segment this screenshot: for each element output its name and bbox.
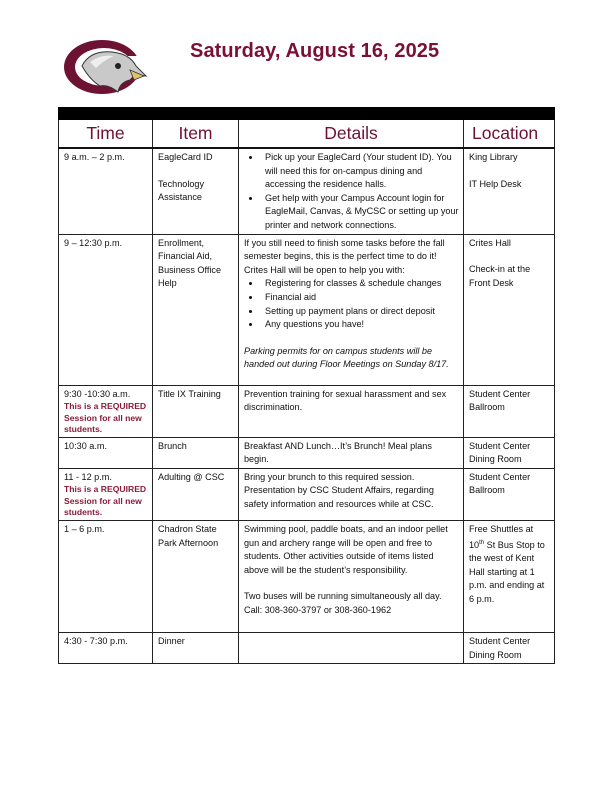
details-note: Two buses will be running simultaneously all day. Call: 308-360-3797 or 308-360-1962 [244, 591, 442, 615]
column-header-item: Item [153, 120, 239, 149]
time-cell: 4:30 - 7:30 p.m. [59, 632, 153, 663]
time-cell [59, 468, 153, 520]
details-cell [239, 520, 464, 632]
table-row [59, 520, 555, 632]
location-superscript: th [479, 539, 485, 546]
item-cell: Enrollment, Financial Aid, Business Office Help [153, 234, 239, 385]
table-row [59, 148, 555, 234]
location-cell: Student Center Dining Room [464, 632, 555, 663]
item-cell: Chadron State Park Afternoon [153, 520, 239, 632]
table-row [59, 437, 555, 468]
location-cell: Student Center Ballroom [464, 385, 555, 437]
column-header-details: Details [239, 120, 464, 149]
location-text: IT Help Desk [469, 178, 522, 189]
table-row [59, 385, 555, 437]
item-cell: Adulting @ CSC [153, 468, 239, 520]
details-bullet: • Get help with your Campus Account login for EagleMail, Canvas, & MyCSC or setting up your printer and network connections. [261, 192, 459, 233]
item-cell: Dinner [153, 632, 239, 663]
location-cell [464, 148, 555, 234]
location-cell: Student Center Ballroom [464, 468, 555, 520]
location-text: St Bus Stop to the west of Kent Hall starting at 1 p.m. and ending at 6 p.m. [469, 539, 545, 604]
table-row [59, 234, 555, 385]
item-text: EagleCard ID [158, 152, 213, 162]
time-cell: 9 – 12:30 p.m. [59, 234, 153, 385]
details-bullet: • Pick up your EagleCard (Your student ID). You will need this for on-campus dining and accessing the residence halls. [261, 151, 459, 192]
location-text: Free Shuttles at 10 [469, 523, 534, 550]
table-header-row [59, 120, 555, 149]
schedule-table [58, 107, 555, 664]
time-cell: 10:30 a.m. [59, 437, 153, 468]
details-cell: Prevention training for sexual harassment and sex discrimination. [239, 385, 464, 437]
details-cell [239, 632, 464, 663]
required-note: This is a REQUIRED Session for all new students. [64, 401, 147, 435]
item-cell: Brunch [153, 437, 239, 468]
table-row [59, 632, 555, 663]
location-cell [464, 234, 555, 385]
details-note: Parking permits for on campus students will be handed out during Floor Meetings on Sunday 8/17. [244, 345, 449, 370]
details-text: Swimming pool, paddle boats, and an indoor pellet gun and archery range will be open and free to students. Other activities outside of items listed above will be the student’s responsibility. [244, 523, 448, 575]
page-title: Saturday, August 16, 2025 [190, 40, 440, 62]
time-text: 11 - 12 p.m. [64, 471, 112, 482]
eagle-logo [60, 36, 148, 98]
time-text: 9:30 -10:30 a.m. [64, 388, 131, 399]
details-cell [239, 234, 464, 385]
location-cell [464, 520, 555, 632]
details-cell: Bring your brunch to this required session. Presentation by CSC Student Affairs, regarding safety information and resources while at CSC. [239, 468, 464, 520]
required-note: This is a REQUIRED Session for all new students. [64, 484, 147, 518]
time-cell: 1 – 6 p.m. [59, 520, 153, 632]
column-header-location: Location [464, 120, 555, 149]
item-cell [153, 148, 239, 234]
location-text: King Library [469, 152, 518, 162]
details-cell [239, 148, 464, 234]
details-bullet: • Setting up payment plans or direct deposit [261, 305, 459, 319]
details-bullet: • Financial aid [261, 291, 459, 305]
table-row [59, 468, 555, 520]
details-bullet: • Any questions you have! [261, 318, 459, 332]
time-cell: 9 a.m. – 2 p.m. [59, 148, 153, 234]
time-cell [59, 385, 153, 437]
location-text: Crites Hall [469, 237, 511, 248]
item-cell: Title IX Training [153, 385, 239, 437]
table-top-bar [59, 108, 555, 120]
location-cell: Student Center Dining Room [464, 437, 555, 468]
column-header-time: Time [59, 120, 153, 149]
details-bullet: • Registering for classes & schedule changes [261, 277, 459, 291]
item-text: Technology Assistance [158, 178, 205, 203]
location-text: Check-in at the Front Desk [469, 264, 531, 288]
details-cell: Breakfast AND Lunch…It’s Brunch! Meal plans begin. [239, 437, 464, 468]
details-intro: If you still need to finish some tasks before the fall semester begins, this is the perfect time to do it! Crites Hall will be open to help you with: [244, 237, 445, 275]
